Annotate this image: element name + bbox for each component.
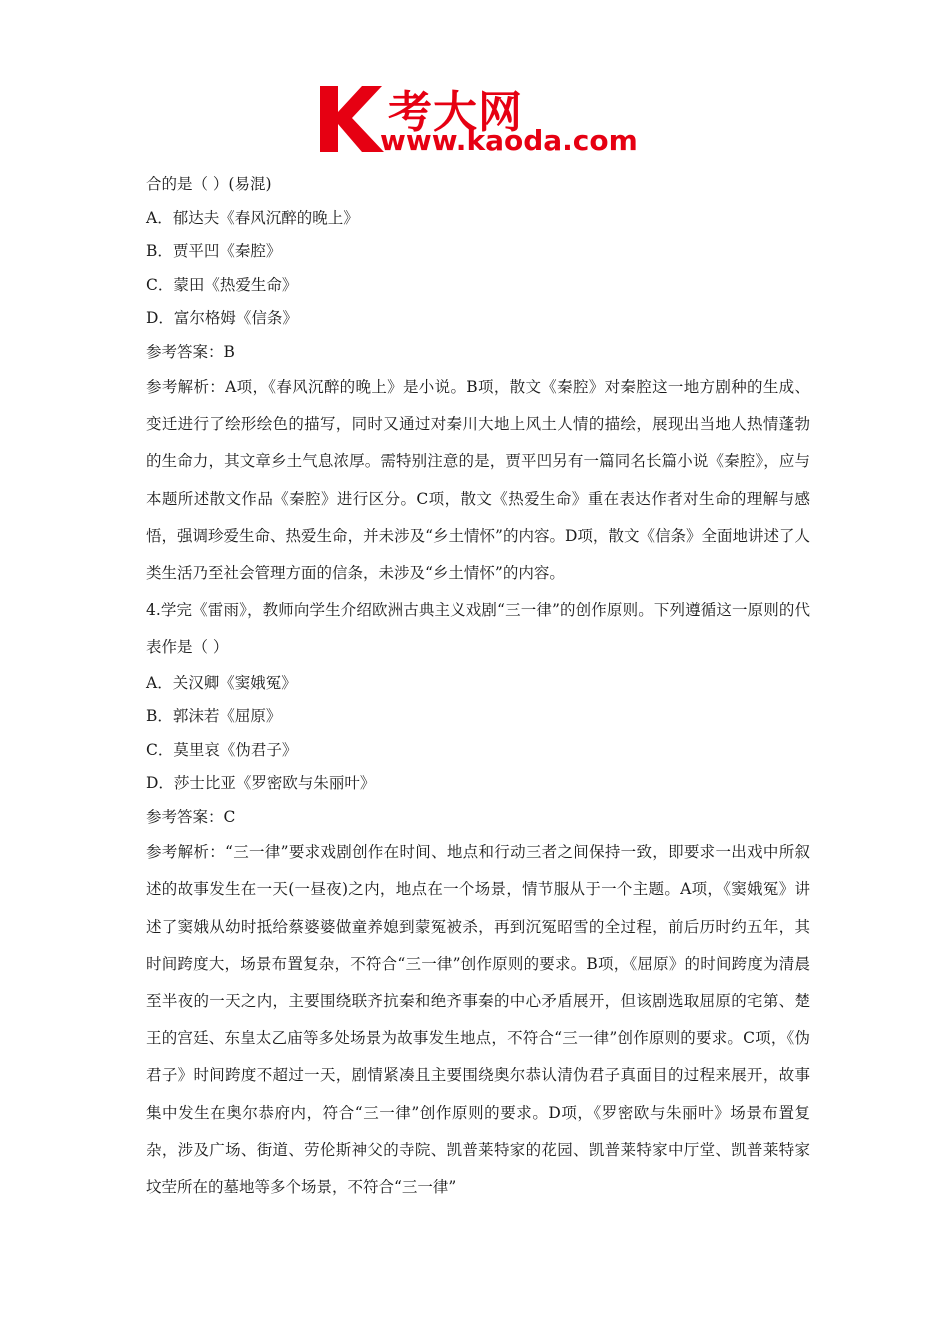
q4-option-a: A．关汉卿《窦娥冤》 [146, 673, 297, 692]
q4-stem: 4.学完《雷雨》，教师向学生介绍欧洲古典主义戏剧“三一律”的创作原则。下列遵循这一原则的代表作是（ ） [146, 601, 810, 657]
k-letter-icon [318, 82, 386, 154]
q3-answer: 参考答案：B [146, 342, 235, 361]
document-body [146, 168, 810, 1206]
q4-option-d: D．莎士比亚《罗密欧与朱丽叶》 [146, 774, 376, 793]
q3-analysis: 参考解析：A项，《春风沉醉的晚上》是小说。B项，散文《秦腔》对秦腔这一地方剧种的生成、变迁进行了绘形绘色的描写，同时又通过对秦川大地上风土人情的描绘，展现出当地人热情蓬勃的生命力，其文章乡土气息浓厚。需特别注意的是，贾平凹另有一篇同名长篇小说《秦腔》，应与本题所述散文作品《秦腔》进行区分。C项，散文《热爱生命》重在表达作者对生命的理解与感悟，强调珍爱生命、热爱生命，并未涉及“乡土情怀”的内容。D项，散文《信条》全面地讲述了人类生活乃至社会管理方面的信条，未涉及“乡土情怀”的内容。 [146, 378, 810, 583]
q3-option-c: C．蒙田《热爱生命》 [146, 275, 298, 294]
q4-analysis: 参考解析：“三一律”要求戏剧创作在时间、地点和行动三者之间保持一致，即要求一出戏中所叙述的故事发生在一天(一昼夜)之内，地点在一个场景，情节服从于一个主题。A项，《窦娥冤》讲述了窦娥从幼时抵给蔡婆婆做童养媳到蒙冤被杀，再到沉冤昭雪的全过程，前后历时约五年，其时间跨度大，场景布置复杂，不符合“三一律”创作原则的要求。B项，《屈原》的时间跨度为清晨至半夜的一天之内，主要围绕联齐抗秦和绝齐事秦的中心矛盾展开，但该剧选取屈原的宅第、楚王的宫廷、东皇太乙庙等多处场景为故事发生地点，不符合“三一律”创作原则的要求。C项，《伪君子》时间跨度不超过一天，剧情紧凑且主要围绕奥尔恭认清伪君子真面目的过程来展开，故事集中发生在奥尔恭府内，符合“三一律”创作原则的要求。D项，《罗密欧与朱丽叶》场景布置复杂，涉及广场、街道、劳伦斯神父的寺院、凯普莱特家的花园、凯普莱特家中厅堂、凯普莱特家坟茔所在的墓地等多个场景，不符合“三一律” [146, 843, 810, 1196]
q3-option-b: B．贾平凹《秦腔》 [146, 242, 282, 260]
q3-stem-tail: 合的是（ ）(易混) [146, 175, 272, 193]
q4-answer: 参考答案：C [146, 807, 236, 826]
q4-option-b: B．郭沫若《屈原》 [146, 707, 282, 726]
q3-option-d: D．富尔格姆《信条》 [146, 309, 298, 327]
logo-name: 考大网 [388, 87, 523, 138]
q4-option-c: C．莫里哀《伪君子》 [146, 740, 298, 759]
logo-url: www.kaoda.com [380, 124, 638, 157]
q3-option-a: A．郁达夫《春风沉醉的晚上》 [146, 208, 359, 227]
kaoda-logo [318, 78, 638, 162]
